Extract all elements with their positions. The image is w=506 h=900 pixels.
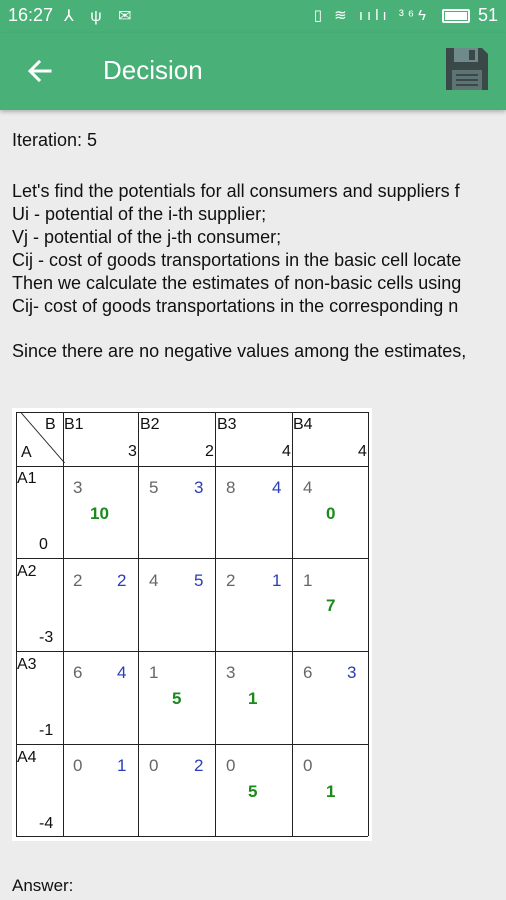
cell-cost: 4 <box>303 478 313 497</box>
cell-allocation: 5 <box>248 782 258 801</box>
transportation-table <box>12 408 372 841</box>
consumer-name: B1 <box>64 416 84 433</box>
consumer-potential: 3 <box>128 443 137 460</box>
explanation-line: Cij- cost of goods transportations in the corresponding n <box>12 296 459 316</box>
cell-estimate: 2 <box>194 756 204 775</box>
cell-estimate: 3 <box>347 663 357 682</box>
explanation-line: Let's find the potentials for all consumers and suppliers f <box>12 181 460 201</box>
cell-estimate: 4 <box>117 663 127 682</box>
cell-cost: 0 <box>303 756 313 775</box>
notification-icons: ⅄ ψ ✉ <box>64 8 138 25</box>
cell-cost: 3 <box>73 478 83 497</box>
consumer-potential: 4 <box>282 443 291 460</box>
cell-cost: 2 <box>226 571 236 590</box>
corner-label-b: B <box>45 416 56 433</box>
supplier-potential: -4 <box>39 815 54 832</box>
cell-estimate: 1 <box>117 756 127 775</box>
supplier-potential: -1 <box>39 722 54 739</box>
cell-cost: 6 <box>303 663 313 682</box>
cell-cost: 0 <box>73 756 83 775</box>
cell-cost: 0 <box>226 756 236 775</box>
status-time: 16:27 <box>8 5 54 25</box>
cell-estimate: 4 <box>272 478 282 497</box>
cell-cost: 8 <box>226 478 236 497</box>
back-arrow-icon[interactable] <box>22 53 58 89</box>
system-status-icons: ▯ ≋ ıılı ³⁶ϟ <box>313 7 430 24</box>
cell-cost: 1 <box>149 663 159 682</box>
cell-estimate: 1 <box>272 571 282 590</box>
cell-allocation: 10 <box>90 504 109 523</box>
supplier-potential: 0 <box>39 536 48 553</box>
cell-cost: 3 <box>226 663 236 682</box>
cell-cost: 5 <box>149 478 159 497</box>
battery-level: 51 <box>477 5 498 25</box>
page-title: Decision <box>103 55 203 85</box>
cell-cost: 6 <box>73 663 83 682</box>
cell-cost: 4 <box>149 571 159 590</box>
status-bar <box>0 0 506 33</box>
solution-content <box>0 110 506 900</box>
explanation-line: Vj - potential of the j-th consumer; <box>12 227 282 247</box>
supplier-name: A2 <box>17 563 37 580</box>
cell-cost: 0 <box>149 756 159 775</box>
cell-allocation: 1 <box>248 689 258 708</box>
explanation-text <box>12 180 461 318</box>
supplier-potential: -3 <box>39 629 54 646</box>
supplier-name: A3 <box>17 656 37 673</box>
supplier-name: A1 <box>17 470 37 487</box>
consumer-potential: 2 <box>205 443 214 460</box>
iteration-label: Iteration: 5 <box>12 130 98 150</box>
battery-icon <box>442 9 470 23</box>
explanation-line: Then we calculate the estimates of non-basic cells using <box>12 273 462 293</box>
conclusion-text: Since there are no negative values among the estimates, <box>12 341 467 361</box>
cell-cost: 1 <box>303 571 313 590</box>
supplier-name: A4 <box>17 749 37 766</box>
cell-allocation: 7 <box>326 596 336 615</box>
floppy-disk-icon <box>442 44 492 94</box>
arrow-left-icon <box>22 53 58 89</box>
explanation-line: Ui - potential of the i-th supplier; <box>12 204 267 224</box>
save-button[interactable] <box>442 44 492 94</box>
app-bar <box>0 33 506 110</box>
consumer-name: B3 <box>217 416 237 433</box>
cell-allocation: 1 <box>326 782 336 801</box>
consumer-name: B2 <box>140 416 160 433</box>
cell-estimate: 2 <box>117 571 127 590</box>
corner-label-a: A <box>21 444 32 461</box>
consumer-name: B4 <box>293 416 313 433</box>
cell-estimate: 3 <box>194 478 204 497</box>
cell-cost: 2 <box>73 571 83 590</box>
answer-label: Answer: <box>12 876 74 895</box>
explanation-line: Cij - cost of goods transportations in the basic cell locate <box>12 250 462 270</box>
cell-estimate: 5 <box>194 571 204 590</box>
cell-allocation: 5 <box>172 689 182 708</box>
cell-allocation: 0 <box>326 504 336 523</box>
consumer-potential: 4 <box>358 443 367 460</box>
